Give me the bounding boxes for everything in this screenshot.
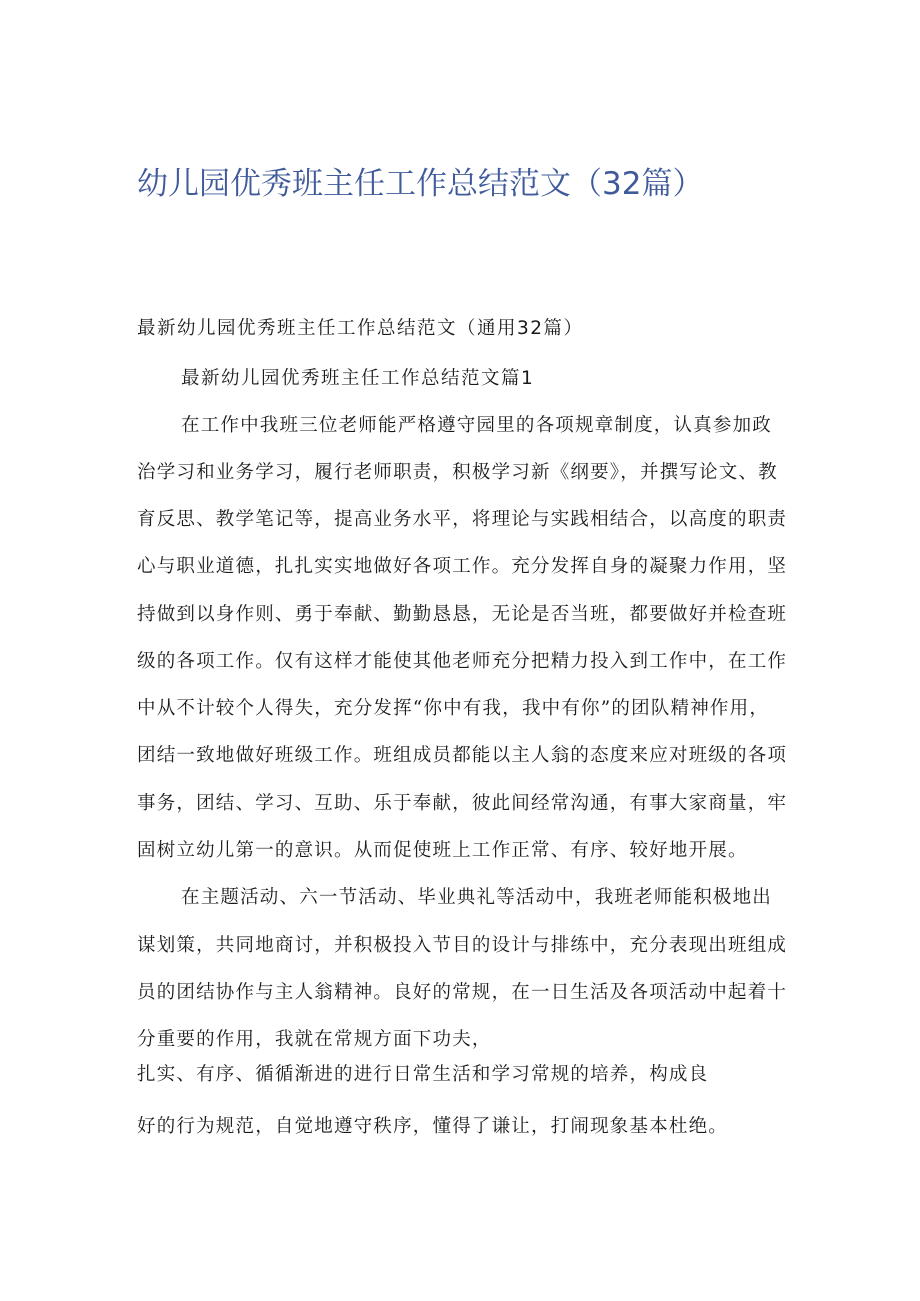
paragraph-line: 固树立幼儿第一的意识。从而促使班上工作正常、有序、较好地开展。 xyxy=(137,840,748,861)
paragraph-line: 在主题活动、六一节活动、毕业典礼等活动中，我班老师能积极地出 xyxy=(181,887,773,908)
paragraph-line: 持做到以身作则、勇于奉献、勤勤恳恳，无论是否当班，都要做好并检查班 xyxy=(137,604,788,625)
paragraph-line: 育反思、教学笔记等，提高业务水平，将理论与实践相结合，以高度的职责 xyxy=(137,509,788,530)
paragraph-line: 治学习和业务学习，履行老师职责，积极学习新《纲要》，并撰写论文、教 xyxy=(137,462,778,483)
paragraph-line: 员的团结协作与主人翁精神。良好的常规，在一日生活及各项活动中起着十 xyxy=(137,982,788,1003)
section-heading: 最新幼儿园优秀班主任工作总结范文篇1 xyxy=(181,368,535,389)
document-subtitle: 最新幼儿园优秀班主任工作总结范文（通用32篇） xyxy=(137,318,584,339)
paragraph-line: 事务，团结、学习、互助、乐于奉献，彼此间经常沟通，有事大家商量，牢 xyxy=(137,793,788,814)
paragraph-line: 谋划策，共同地商讨，并积极投入节目的设计与排练中，充分表现出班组成 xyxy=(137,935,788,956)
paragraph-line: 级的各项工作。仅有这样才能使其他老师充分把精力投入到工作中，在工作 xyxy=(137,651,788,672)
paragraph-line: 好的行为规范，自觉地遵守秩序，懂得了谦让，打闹现象基本杜绝。 xyxy=(137,1116,729,1137)
paragraph-line: 扎实、有序、循循渐进的进行日常生活和学习常规的培养，构成良 xyxy=(137,1064,709,1085)
document-title: 幼儿园优秀班主任工作总结范文（32篇） xyxy=(137,166,704,202)
paragraph-line: 团结一致地做好班级工作。班组成员都能以主人翁的态度来应对班级的各项 xyxy=(137,745,788,766)
paragraph-line: 分重要的作用，我就在常规方面下功夫， xyxy=(137,1029,492,1050)
paragraph-line: 在工作中我班三位老师能严格遵守园里的各项规章制度，认真参加政 xyxy=(181,415,773,436)
paragraph-line: 心与职业道德，扎扎实实地做好各项工作。充分发挥自身的凝聚力作用，坚 xyxy=(137,556,788,577)
paragraph-line: 中从不计较个人得失，充分发挥“你中有我，我中有你”的团队精神作用， xyxy=(137,698,770,719)
